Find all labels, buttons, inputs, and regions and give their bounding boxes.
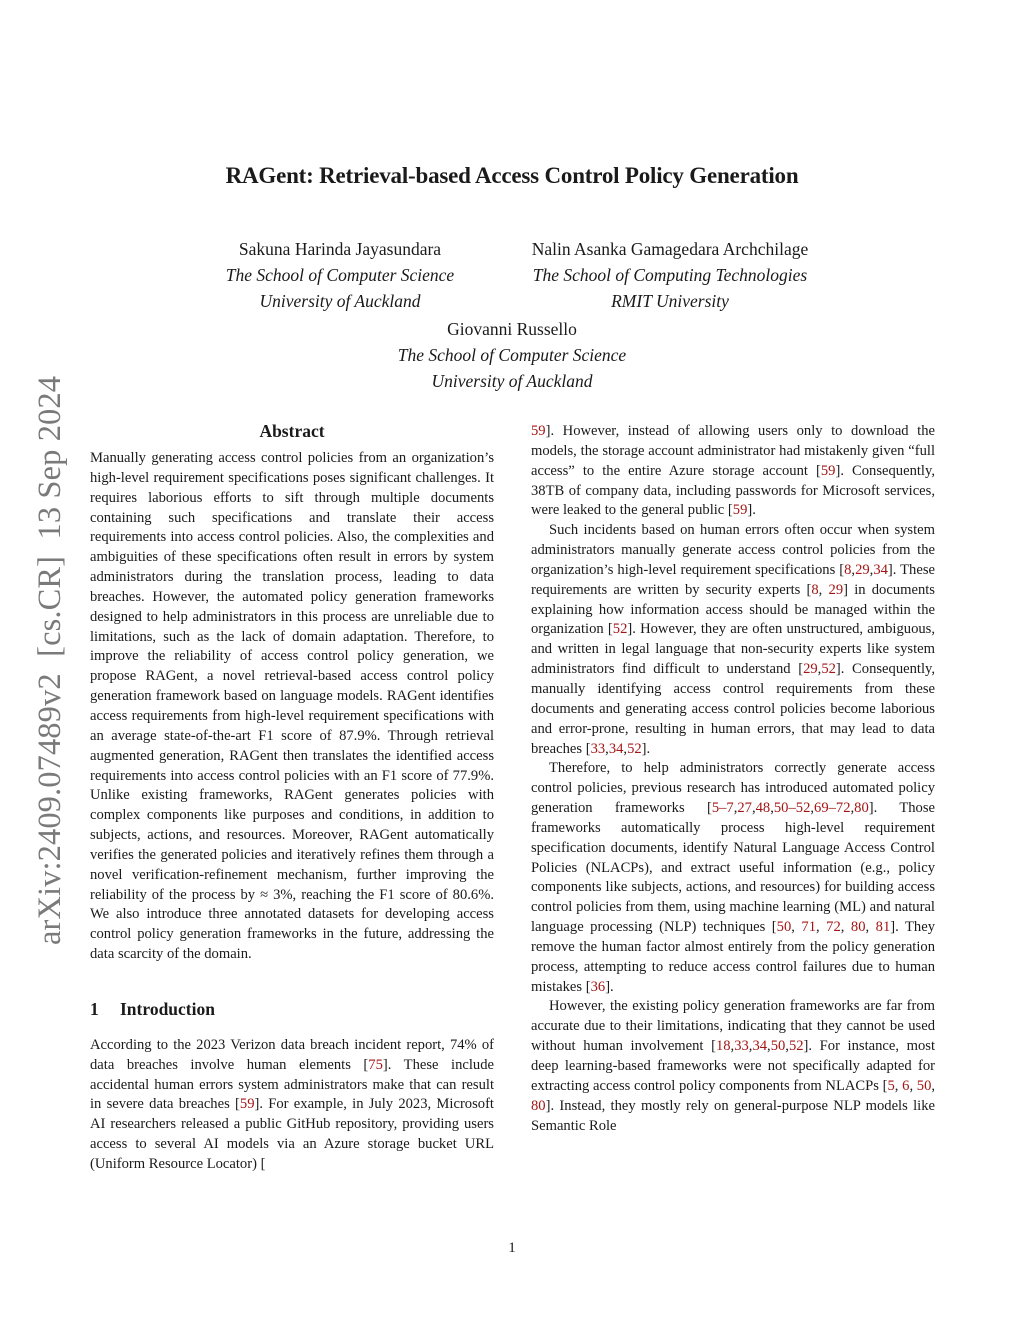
- citation-link[interactable]: 50: [916, 1077, 932, 1094]
- citation-link[interactable]: 29: [803, 661, 818, 678]
- left-column: [90, 420, 494, 1175]
- right-column: [531, 422, 935, 1136]
- citation-link[interactable]: 52: [612, 621, 628, 638]
- citation-link[interactable]: 50–52: [773, 800, 811, 817]
- citation-link[interactable]: 80: [850, 919, 866, 936]
- citation-link[interactable]: 27: [737, 800, 752, 817]
- citation-link[interactable]: 8: [811, 581, 819, 598]
- section-title: Introduction: [120, 998, 215, 1019]
- section-number: 1: [90, 998, 99, 1019]
- paper-title: RAGent: Retrieval-based Access Control Policy Generation: [225, 163, 799, 188]
- citation-link[interactable]: 72: [826, 919, 841, 936]
- author-block: [170, 236, 510, 314]
- citation-link[interactable]: 8: [844, 561, 852, 578]
- citation-link[interactable]: 36: [590, 978, 606, 995]
- citation-link[interactable]: 59: [239, 1096, 255, 1113]
- citation-link[interactable]: 5–7: [711, 800, 734, 817]
- intro-paragraph-2: Such incidents based on human errors often occur when system administrators manually generate access control policies from the organization’s high-level requirement specifications [8,29,34]. These requirements are written by security experts [8, 29] in documents explaining how information access should be managed within the organization [52]. However, they are often unstructured, ambiguous, and written in legal language that non-security experts like system administrators find difficult to understand [29,52]. Consequently, manually identifying access control requirements from these documents and generating access control policies become laborious and error-prone, resulting in human errors, that may lead to data breaches [33,34,52].: [531, 522, 936, 757]
- citation-link[interactable]: 29: [855, 561, 870, 578]
- citation-link[interactable]: 69–72: [814, 800, 851, 817]
- citation-link[interactable]: 71: [801, 919, 817, 936]
- citation-link[interactable]: 48: [755, 800, 771, 817]
- citation-link[interactable]: 6: [902, 1077, 910, 1094]
- author-name: Giovanni Russello: [447, 319, 577, 339]
- citation-link[interactable]: 80: [531, 1097, 546, 1114]
- citation-link[interactable]: 5: [887, 1077, 895, 1094]
- author-affiliation: The School of Computing Technologies: [532, 265, 808, 285]
- citation-link[interactable]: 59: [531, 423, 546, 439]
- citation-link[interactable]: 52: [788, 1038, 804, 1055]
- citation-link[interactable]: 50: [770, 1038, 786, 1055]
- intro-paragraph-4: However, the existing policy generation frameworks are far from accurate due to their limitations, indicating that they cannot be used without human involvement [18,33,34,50,52]. For instance, most deep learning-based frameworks were not specifically adapted for extracting access control policy components from NLACPs [5, 6, 50, 80]. Instead, they mostly rely on general-purpose NLP models like Semantic Role: [531, 998, 936, 1134]
- citation-link[interactable]: 75: [368, 1056, 383, 1073]
- intro-paragraph-1: According to the 2023 Verizon data breach incident report, 74% of data breaches involve human elements [75]. These include accidental human errors system administrators make that can result in severe data breaches [59]. For example, in July 2023, Microsoft AI researchers released a public GitHub repository, providing users access to several AI models via an Azure storage bucket URL (Uniform Resource Locator) [: [90, 1036, 494, 1172]
- author-institution: RMIT University: [611, 291, 729, 311]
- author-affiliation: The School of Computer Science: [225, 265, 455, 285]
- author-block: [500, 236, 840, 314]
- citation-link[interactable]: 34: [608, 740, 624, 757]
- citation-link[interactable]: 52: [627, 740, 642, 757]
- citation-link[interactable]: 18: [715, 1038, 731, 1055]
- citation-link[interactable]: 34: [752, 1038, 768, 1055]
- author-block: [342, 316, 682, 394]
- intro-paragraph-3: Therefore, to help administrators correctly generate access control policies, previous research has introduced automated policy generation frameworks [5–7,27,48,50–52,69–72,80]. Those frameworks automatically process high-level requirement specification documents, identify Natural Language Access Control Policies (NLACPs), and extract useful information (e.g., policy components like subjects, actions, and resources) for building access control policies from them, using machine learning (ML) and natural language processing (NLP) techniques [50, 71, 72, 80, 81]. They remove the human factor almost entirely from the policy generation process, attempting to reduce access control failures due to human mistakes [36].: [531, 760, 936, 995]
- citation-link[interactable]: 59: [820, 462, 836, 479]
- author-affiliation: The School of Computer Science: [397, 345, 627, 365]
- author-institution: University of Auckland: [431, 371, 593, 391]
- citation-link[interactable]: 34: [873, 561, 888, 578]
- citation-link[interactable]: 33: [734, 1038, 749, 1055]
- citation-link[interactable]: 80: [854, 800, 869, 817]
- author-institution: University of Auckland: [259, 291, 421, 311]
- page-number: 1: [508, 1240, 516, 1256]
- intro-p1-continued-left: ]. For example, in July 2023, Microsoft AI researchers released a public GitHub repository, providing users access to several AI models via an Azure storage bucket URL (Uniform Resource Locator) [: [90, 1096, 494, 1172]
- citation-link[interactable]: 59: [732, 502, 748, 519]
- arxiv-stamp: arXiv:2409.07489v2 [cs.CR] 13 Sep 2024: [32, 375, 68, 945]
- citation-link[interactable]: 33: [590, 740, 606, 757]
- abstract-text: Manually generating access control policies from an organization’s high-level requirement specifications poses significant challenges. It requires laborious efforts to sift through multiple documents containing such specifications and translate their access requirements into access control policies. Also, the complexities and ambiguities of these specifications often result in errors by system administrators during the translation process, leading to data breaches. However, the automated policy generation frameworks designed to help administrators in this process are unreliable due to limitations, such as the lack of domain adaptation. Therefore, to improve the reliability of access control policy generation, we propose RAGent, a novel retrieval-based access control policy generation framework based on language models. RAGent identifies access requirements from high-level requirement specifications with an average state-of-the-art F1 score of 87.9%. Through retrieval augmented generation, RAGent then translates the identified access requirements into access control policies with an F1 score of 77.9%. Unlike existing frameworks, RAGent generates policies with complex components like purposes and conditions, in addition to subjects, actions, and resources. Moreover, RAGent automatically verifies the generated policies and iteratively refines them through a novel verification-refinement mechanism, further improving the reliability of the process by ≈ 3%, reaching the F1 score of 80.6%. We also introduce three annotated datasets for developing access control policy generation frameworks in the future, addressing the data scarcity of the domain.: [90, 450, 494, 963]
- author-name: Sakuna Harinda Jayasundara: [238, 239, 442, 259]
- section-heading: [90, 998, 494, 1020]
- citation-link[interactable]: 52: [821, 661, 836, 678]
- citation-link[interactable]: 81: [875, 919, 891, 936]
- abstract-heading: Abstract: [259, 421, 325, 441]
- citation-link[interactable]: 50: [776, 919, 792, 936]
- citation-link[interactable]: 29: [828, 581, 844, 598]
- intro-paragraph-1-continued: 59]. However, instead of allowing users only to download the models, the storage account administrator had mistakenly given “full access” to the entire Azure storage account [59]. Consequently, 38TB of company data, including passwords for Microsoft services, were leaked to the general public [59].: [531, 423, 935, 519]
- author-name: Nalin Asanka Gamagedara Archchilage: [531, 239, 809, 259]
